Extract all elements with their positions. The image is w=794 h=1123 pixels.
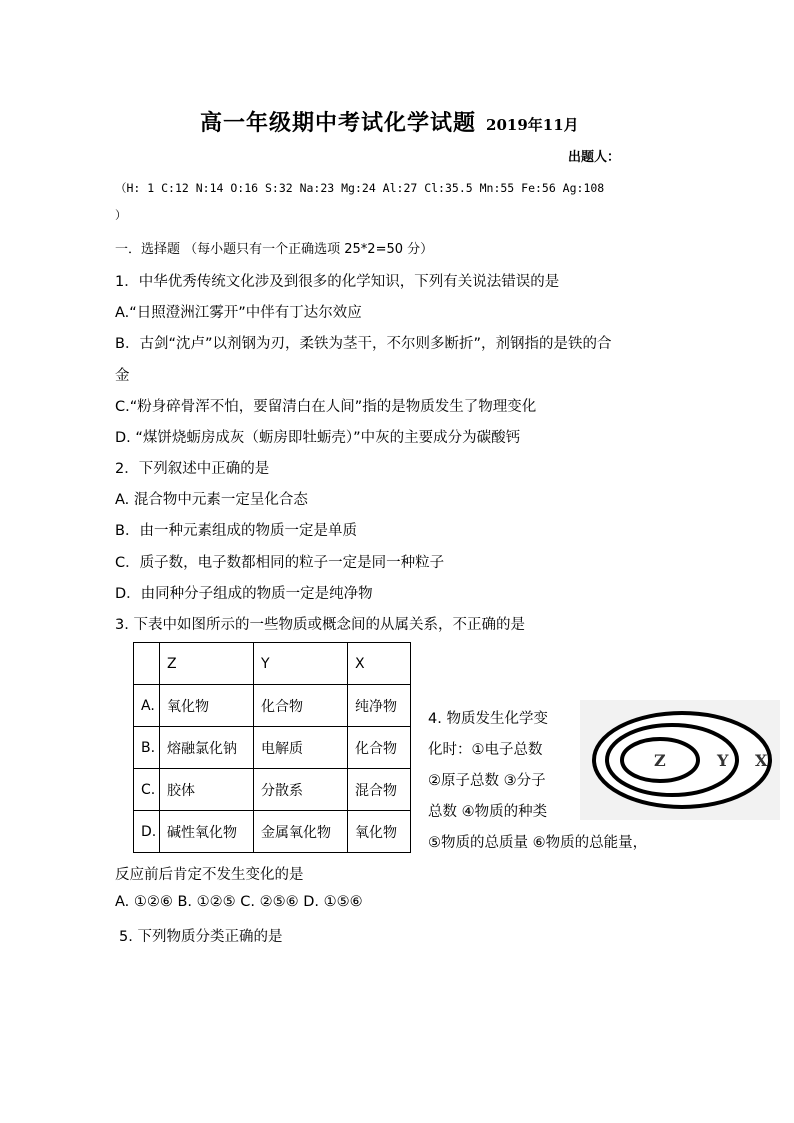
q1-option-b-cont: 金 (115, 368, 130, 384)
q1-stem: 1．中华优秀传统文化涉及到很多的化学知识，下列有关说法错误的是 (115, 274, 560, 290)
diagram-label-z: Z (654, 751, 666, 770)
table-row (134, 727, 411, 769)
q2-stem: 2．下列叙述中正确的是 (115, 461, 270, 477)
table-cell: 熔融氯化钠 (160, 727, 254, 769)
table-cell: B. (134, 727, 160, 769)
table-cell: 化合物 (348, 727, 411, 769)
table-cell: 金属氧化物 (254, 811, 348, 853)
q2-option-b: B．由一种元素组成的物质一定是单质 (115, 523, 357, 539)
table-cell: 纯净物 (348, 685, 411, 727)
table-header-row (134, 643, 411, 685)
table-cell: 电解质 (254, 727, 348, 769)
q4-line4: 总数 ④物质的种类 (428, 804, 548, 820)
q1-option-a: A.“日照澄洲江雾开”中伴有丁达尔效应 (115, 305, 362, 321)
q3-table (133, 642, 411, 853)
q2-option-d: D．由同种分子组成的物质一定是纯净物 (115, 586, 373, 602)
table-row (134, 811, 411, 853)
exam-title (200, 106, 579, 137)
table-header-y: Y (254, 643, 348, 685)
q3-stem: 3. 下表中如图所示的一些物质或概念间的从属关系，不正确的是 (115, 617, 525, 633)
exam-title-text: 高一年级期中考试化学试题 (200, 110, 477, 136)
table-header-x: X (348, 643, 411, 685)
atomic-masses-line2: ） (115, 208, 127, 222)
q4-options: A. ①②⑥ B. ①②⑤ C. ②⑤⑥ D. ①⑤⑥ (115, 894, 363, 910)
diagram-label-y: Y (717, 751, 729, 770)
table-cell: 化合物 (254, 685, 348, 727)
table-cell: 分散系 (254, 769, 348, 811)
table-cell: 混合物 (348, 769, 411, 811)
q1-option-b: B．古剑“沈卢”以剂钢为刃，柔铁为茎干，不尔则多断折”，剂钢指的是铁的合 (115, 336, 612, 352)
q4-line6: 反应前后肯定不发生变化的是 (115, 867, 304, 883)
q2-option-c: C．质子数，电子数都相同的粒子一定是同一种粒子 (115, 555, 445, 571)
section-heading: 一．选择题 （每小题只有一个正确选项 25*2=50 分） (115, 242, 434, 257)
author-label: 出题人： (568, 150, 621, 165)
diagram-label-x: X (755, 751, 768, 770)
atomic-masses-line1: （H: 1 C:12 N:14 O:16 S:32 Na:23 Mg:24 Al:27 Cl:35.5 Mn:55 Fe:56 Ag:108 (115, 181, 605, 195)
nested-ellipses-diagram (580, 700, 780, 820)
table-cell (134, 643, 160, 685)
q1-option-c: C.“粉身碎骨浑不怕，要留清白在人间”指的是物质发生了物理变化 (115, 399, 537, 415)
q4-line3: ②原子总数 ③分子 (428, 773, 546, 789)
table-cell: 氧化物 (160, 685, 254, 727)
table-header-z: Z (160, 643, 254, 685)
q4-line2: 化时：①电子总数 (428, 742, 543, 758)
q1-option-d: D. “煤饼烧蛎房成灰（蛎房即牡蛎壳）”中灰的主要成分为碳酸钙 (115, 430, 521, 446)
table-cell: 胶体 (160, 769, 254, 811)
table-row (134, 769, 411, 811)
table-cell: 碱性氧化物 (160, 811, 254, 853)
q4-line5: ⑤物质的总质量 ⑥物质的总能量， (428, 835, 648, 851)
table-cell: D. (134, 811, 160, 853)
table-cell: C. (134, 769, 160, 811)
q2-option-a: A. 混合物中元素一定呈化合态 (115, 492, 308, 508)
q5-stem: 5. 下列物质分类正确的是 (119, 929, 283, 945)
table-cell: 氧化物 (348, 811, 411, 853)
table-row (134, 685, 411, 727)
table-cell: A. (134, 685, 160, 727)
exam-date: 2019年11月 (486, 116, 579, 134)
q4-line1: 4. 物质发生化学变 (428, 711, 548, 727)
